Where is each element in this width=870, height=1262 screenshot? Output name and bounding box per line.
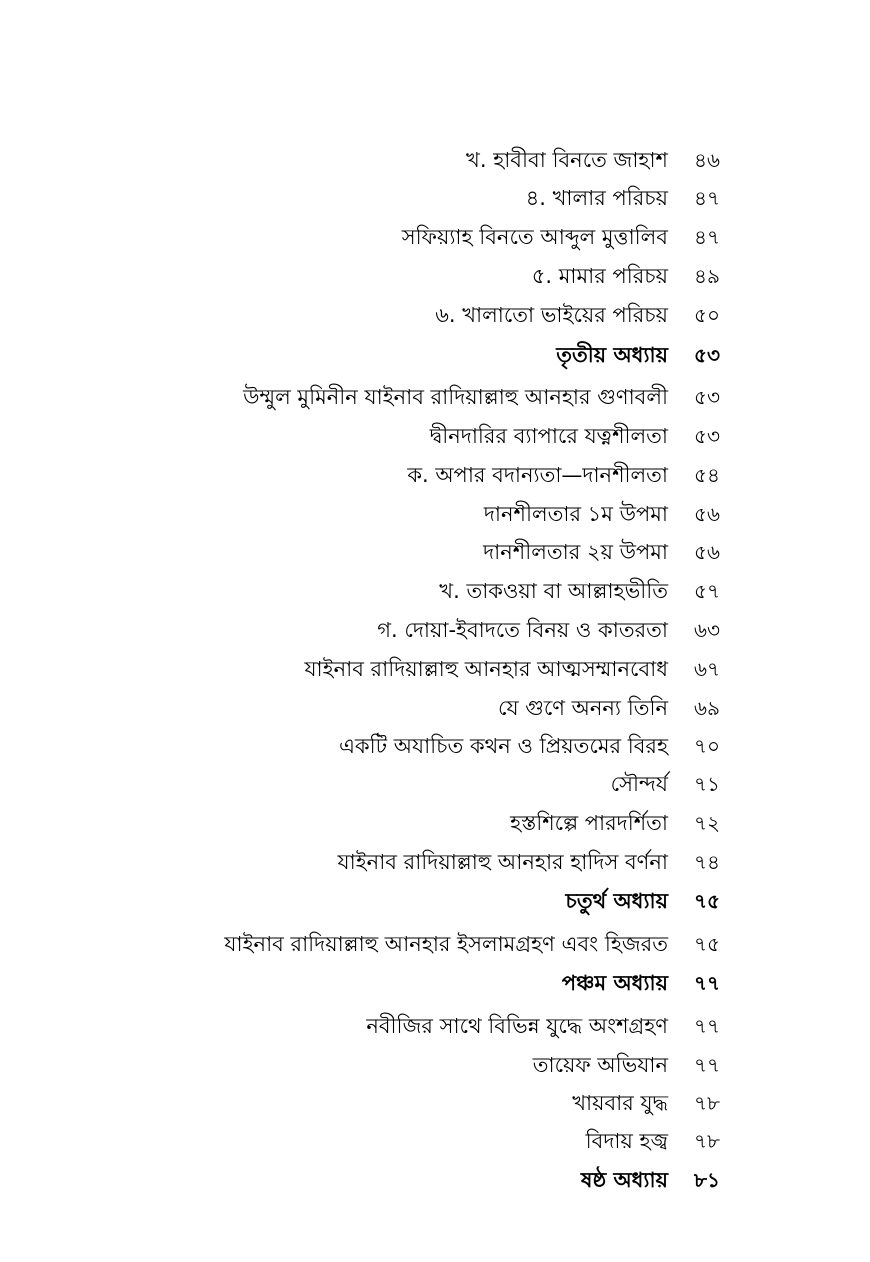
toc-entry-page: ৭৭ [693,1014,720,1038]
toc-chapter-heading [40,1163,720,1197]
toc-entry-title: তায়েফ অভিযান [532,1053,668,1077]
toc-entry-title: গ. দোয়া-ইবাদতে বিনয় ও কাতরতা [377,618,668,642]
toc-entry-page: ৭৮ [694,1091,720,1115]
toc-entry [40,927,720,961]
toc-entry [40,1124,720,1158]
toc-chapter-heading [40,338,720,372]
toc-entry-page: ৪৯ [694,264,720,288]
toc-entry-page: ৭৮ [694,1129,720,1153]
toc-entry-page: ৫০ [694,303,720,327]
toc-entry [40,259,720,293]
toc-entry [40,497,720,531]
toc-entry [40,1086,720,1120]
toc-entry-page: ৬৩ [693,618,720,642]
toc-entry-title: ৪. খালার পরিচয় [525,186,668,210]
toc-entry [40,298,720,332]
toc-chapter-heading [40,884,720,918]
toc-entry-title: হস্তশিল্পে পারদর্শিতা [510,811,668,835]
toc-entry-title: খ. হাবীবা বিনতে জাহাশ [466,148,668,172]
toc-entry [40,806,720,840]
toc-chapter-page: ৮১ [694,1168,720,1192]
toc-chapter-page: ৫৩ [694,343,720,367]
toc-entry-page: ৫৩ [694,385,720,409]
toc-entry [40,691,720,725]
toc-entry-title: দানশীলতার ১ম উপমা [483,502,668,526]
toc-entry-title: যাইনাব রাদিয়াল্লাহু আনহার হাদিস বর্ণনা [337,850,668,874]
toc-entry-page: ৪৬ [694,148,720,172]
toc-entry-title: সফিয়্যাহ বিনতে আব্দুল মুত্তালিব [401,225,668,249]
toc-chapter-heading [40,966,720,1000]
toc-entry-page: ৫৩ [694,424,720,448]
toc-entry-title: দ্বীনদারির ব্যাপারে যত্নশীলতা [429,424,668,448]
toc-chapter-title: তৃতীয় অধ্যায় [556,343,668,367]
toc-entry-page: ৭১ [694,772,720,796]
toc-entry-page: ৭৪ [694,850,720,874]
toc-entry-page: ৫৪ [694,463,720,487]
toc-entry-title: নবীজির সাথে বিভিন্ন যুদ্ধে অংশগ্রহণ [366,1014,668,1038]
toc-entry-title: ৬. খালাতো ভাইয়ের পরিচয় [435,303,668,327]
toc-entry [40,1048,720,1082]
toc-entry [40,652,720,686]
toc-entry [40,613,720,647]
toc-entry [40,574,720,608]
toc-entry-page: ৫৬ [694,540,720,564]
toc-entry-page: ৪৭ [694,225,720,249]
toc-entry-title: উম্মুল মুমিনীন যাইনাব রাদিয়াল্লাহু আনহার গুণাবলী [243,385,668,409]
toc-entry-page: ৬৭ [693,657,720,681]
toc-entry-title: যাইনাব রাদিয়াল্লাহু আনহার আত্মসম্মানবোধ [304,657,668,681]
toc-entry [40,767,720,801]
toc-entry [40,143,720,177]
toc-entry-title: সৌন্দর্য [610,772,668,796]
toc-chapter-page: ৭৫ [694,889,720,913]
toc-entry-page: ৭৫ [694,932,720,956]
toc-entry [40,458,720,492]
toc-entry-page: ৪৭ [694,186,720,210]
toc-chapter-title: পঞ্চম অধ্যায় [561,971,668,995]
toc-entry-page: ৭২ [693,811,720,835]
toc-entry-title: খ. তাকওয়া বা আল্লাহভীতি [439,579,668,603]
toc-entry-title: ৫. মামার পরিচয় [531,264,668,288]
toc-entry-title: খায়বার যুদ্ধ [572,1091,668,1115]
toc-entry-title: দানশীলতার ২য় উপমা [483,540,668,564]
toc-entry-page: ৫৬ [694,502,720,526]
toc-entry [40,220,720,254]
toc-entry [40,729,720,763]
toc-entry [40,1009,720,1043]
toc-entry-title: বিদায় হজ্ব [585,1129,668,1153]
toc-chapter-page: ৭৭ [693,971,720,995]
toc-entry-page: ৭৭ [693,1053,720,1077]
toc-entry [40,535,720,569]
toc-entry [40,845,720,879]
toc-entry [40,380,720,414]
toc-entry-page: ৭০ [693,734,720,758]
toc-entry [40,419,720,453]
toc-entry-page: ৫৭ [694,579,720,603]
toc-entry [40,181,720,215]
toc-entry-title: যে গুণে অনন্য তিনি [497,696,668,720]
toc-entry-title: ক. অপার বদান্যতা—দানশীলতা [407,463,668,487]
toc-chapter-title: ষষ্ঠ অধ্যায় [580,1168,668,1192]
toc-entry-page: ৬৯ [694,696,720,720]
toc-entry-title: একটি অযাচিত কথন ও প্রিয়তমের বিরহ [339,734,668,758]
toc-chapter-title: চতুর্থ অধ্যায় [565,889,668,913]
toc-entry-title: যাইনাব রাদিয়াল্লাহু আনহার ইসলামগ্রহণ এবং হিজরত [224,932,668,956]
